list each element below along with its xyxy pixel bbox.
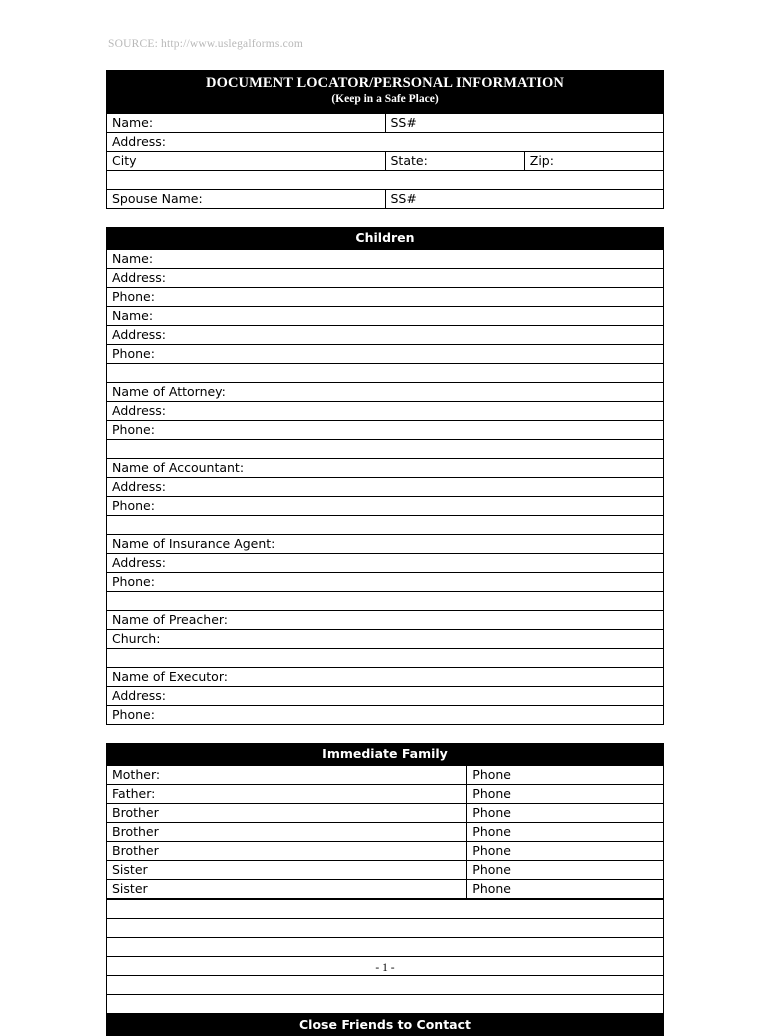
child-2-name-cell[interactable]: Name:: [107, 307, 664, 326]
spacer-cell: [106, 209, 664, 227]
attorney-name-cell[interactable]: Name of Attorney:: [107, 383, 664, 402]
family-brother-1-phone-cell[interactable]: Phone: [467, 804, 664, 823]
children-table: [106, 249, 664, 725]
table-row: [107, 976, 664, 995]
table-row: [107, 383, 664, 402]
executor-phone-cell[interactable]: Phone:: [107, 706, 664, 725]
table-row: [107, 573, 664, 592]
table-row-spacer: [107, 440, 664, 459]
spouse-name-label-cell[interactable]: Spouse Name:: [107, 190, 386, 209]
table-row: [107, 995, 664, 1014]
spacer-cell: [107, 649, 664, 668]
child-1-phone-cell[interactable]: Phone:: [107, 288, 664, 307]
family-mother-phone-cell[interactable]: Phone: [467, 766, 664, 785]
family-father-cell[interactable]: Father:: [107, 785, 467, 804]
accountant-name-cell[interactable]: Name of Accountant:: [107, 459, 664, 478]
table-row: [107, 919, 664, 938]
table-row-spacer: [107, 516, 664, 535]
table-row: [107, 766, 664, 785]
family-brother-1-cell[interactable]: Brother: [107, 804, 467, 823]
family-sister-2-phone-cell[interactable]: Phone: [467, 880, 664, 899]
table-row: [107, 630, 664, 649]
blank-row-cell[interactable]: [107, 995, 664, 1014]
table-row-spacer: [106, 725, 664, 743]
table-row-spacer: [106, 209, 664, 227]
table-row: [107, 804, 664, 823]
family-sister-1-phone-cell[interactable]: Phone: [467, 861, 664, 880]
blank-rows-table: [106, 899, 664, 1014]
table-row: [107, 152, 664, 171]
spacer-cell: [107, 516, 664, 535]
ss-label-cell[interactable]: SS#: [385, 114, 664, 133]
child-1-address-cell[interactable]: Address:: [107, 269, 664, 288]
state-label-cell[interactable]: State:: [385, 152, 524, 171]
spacer-cell: [107, 171, 664, 190]
address-label-cell[interactable]: Address:: [107, 133, 664, 152]
executor-name-cell[interactable]: Name of Executor:: [107, 668, 664, 687]
table-row: [107, 611, 664, 630]
source-watermark: SOURCE: http://www.uslegalforms.com: [108, 38, 304, 50]
table-row: [107, 421, 664, 440]
family-father-phone-cell[interactable]: Phone: [467, 785, 664, 804]
insurance-agent-phone-cell[interactable]: Phone:: [107, 573, 664, 592]
spouse-ss-label-cell[interactable]: SS#: [385, 190, 664, 209]
table-row: [107, 785, 664, 804]
table-row: [107, 900, 664, 919]
table-row-spacer: [107, 364, 664, 383]
table-row: [107, 345, 664, 364]
blank-row-cell[interactable]: [107, 900, 664, 919]
spacer-cell: [107, 440, 664, 459]
executor-address-cell[interactable]: Address:: [107, 687, 664, 706]
child-2-phone-cell[interactable]: Phone:: [107, 345, 664, 364]
table-row: [107, 823, 664, 842]
blank-row-cell[interactable]: [107, 919, 664, 938]
immediate-family-table: [106, 765, 664, 899]
spacer-cell: [107, 364, 664, 383]
table-row: [107, 497, 664, 516]
table-row-spacer: [107, 592, 664, 611]
preacher-name-cell[interactable]: Name of Preacher:: [107, 611, 664, 630]
table-row: [107, 880, 664, 899]
family-brother-2-cell[interactable]: Brother: [107, 823, 467, 842]
personal-info-table: [106, 113, 664, 209]
family-sister-2-cell[interactable]: Sister: [107, 880, 467, 899]
family-brother-3-phone-cell[interactable]: Phone: [467, 842, 664, 861]
preacher-church-cell[interactable]: Church:: [107, 630, 664, 649]
family-spacer-table: [106, 725, 664, 743]
child-2-address-cell[interactable]: Address:: [107, 326, 664, 345]
insurance-agent-name-cell[interactable]: Name of Insurance Agent:: [107, 535, 664, 554]
table-row: [107, 250, 664, 269]
zip-label-cell[interactable]: Zip:: [524, 152, 663, 171]
name-label-cell[interactable]: Name:: [107, 114, 386, 133]
insurance-agent-address-cell[interactable]: Address:: [107, 554, 664, 573]
attorney-phone-cell[interactable]: Phone:: [107, 421, 664, 440]
table-row: [107, 307, 664, 326]
family-brother-3-cell[interactable]: Brother: [107, 842, 467, 861]
table-row: [107, 706, 664, 725]
table-row: [107, 133, 664, 152]
table-row: [107, 288, 664, 307]
accountant-phone-cell[interactable]: Phone:: [107, 497, 664, 516]
table-row: [107, 861, 664, 880]
section-heading-close-friends: Close Friends to Contact: [106, 1014, 664, 1036]
document-subtitle: (Keep in a Safe Place): [331, 93, 439, 105]
table-row: [107, 269, 664, 288]
table-row: [107, 535, 664, 554]
table-row: [107, 842, 664, 861]
blank-row-cell[interactable]: [107, 976, 664, 995]
city-label-cell[interactable]: City: [107, 152, 386, 171]
spacer-cell: [107, 592, 664, 611]
page-number: - 1 -: [375, 962, 395, 974]
table-row: [107, 687, 664, 706]
spacer-cell: [106, 725, 664, 743]
family-brother-2-phone-cell[interactable]: Phone: [467, 823, 664, 842]
family-mother-cell[interactable]: Mother:: [107, 766, 467, 785]
table-row: [107, 668, 664, 687]
attorney-address-cell[interactable]: Address:: [107, 402, 664, 421]
children-spacer-table: [106, 209, 664, 227]
table-row-spacer: [107, 171, 664, 190]
blank-row-cell[interactable]: [107, 938, 664, 957]
document-title: DOCUMENT LOCATOR/PERSONAL INFORMATION: [206, 75, 564, 91]
table-row: [107, 459, 664, 478]
table-row-spacer: [107, 649, 664, 668]
table-row: [107, 402, 664, 421]
table-row: [107, 554, 664, 573]
table-row: [107, 190, 664, 209]
section-heading-immediate-family: Immediate Family: [106, 743, 664, 765]
table-row: [107, 326, 664, 345]
family-sister-1-cell[interactable]: Sister: [107, 861, 467, 880]
table-row: [107, 938, 664, 957]
table-row: [107, 478, 664, 497]
section-heading-children: Children: [106, 227, 664, 249]
child-1-name-cell[interactable]: Name:: [107, 250, 664, 269]
document-title-band: [106, 70, 664, 113]
accountant-address-cell[interactable]: Address:: [107, 478, 664, 497]
form-body: [106, 70, 664, 1036]
table-row: [107, 114, 664, 133]
